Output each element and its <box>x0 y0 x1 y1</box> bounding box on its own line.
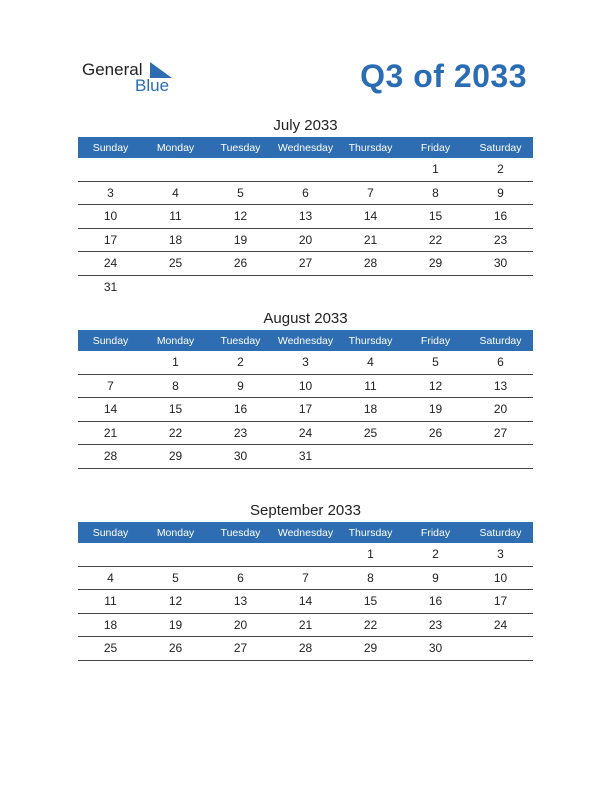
day-cell: 25 <box>363 425 378 440</box>
page-title: Q3 of 2033 <box>360 58 527 94</box>
weekday-label: Friday <box>420 141 451 154</box>
weekday-label: Tuesday <box>220 334 261 347</box>
brand-word-general: General <box>82 60 143 79</box>
day-cell: 10 <box>298 378 313 393</box>
week-row <box>78 205 533 229</box>
day-cell: 16 <box>233 402 248 417</box>
day-cell: 21 <box>298 617 313 632</box>
week-row <box>78 637 533 661</box>
week-row <box>78 567 533 591</box>
brand-word-blue: Blue <box>135 76 170 95</box>
day-cell: 22 <box>363 617 378 632</box>
day-cell: 15 <box>363 594 378 609</box>
day-cell: 9 <box>497 185 504 200</box>
day-cell: 15 <box>168 402 183 417</box>
day-cell: 25 <box>168 256 183 271</box>
day-cell: 31 <box>103 279 118 294</box>
day-cell: 17 <box>493 594 508 609</box>
day-cell: 15 <box>428 209 443 224</box>
week-row <box>78 543 533 567</box>
day-cell: 14 <box>298 594 313 609</box>
day-cell: 14 <box>103 402 118 417</box>
day-cell: 22 <box>168 425 183 440</box>
week-row <box>78 182 533 206</box>
weekday-label: Thursday <box>348 526 393 539</box>
day-cell: 21 <box>103 425 118 440</box>
week-row <box>78 614 533 638</box>
day-cell: 20 <box>233 617 248 632</box>
day-cell: 10 <box>493 570 508 585</box>
day-cell: 7 <box>367 185 374 200</box>
weekday-label: Saturday <box>479 526 522 539</box>
week-row <box>78 351 533 375</box>
day-cell: 23 <box>233 425 248 440</box>
day-cell: 30 <box>493 256 508 271</box>
day-cell: 22 <box>428 232 443 247</box>
day-cell: 23 <box>428 617 443 632</box>
day-cell: 24 <box>493 617 508 632</box>
day-cell: 8 <box>432 185 439 200</box>
day-cell: 2 <box>432 547 439 562</box>
day-cell: 12 <box>168 594 183 609</box>
day-cell: 19 <box>168 617 183 632</box>
day-cell: 9 <box>432 570 439 585</box>
month-title: July 2033 <box>273 117 338 134</box>
weekday-label: Monday <box>156 334 195 347</box>
day-cell: 7 <box>107 378 114 393</box>
day-cell: 20 <box>493 402 508 417</box>
day-cell: 2 <box>497 162 504 177</box>
day-cell: 11 <box>169 209 182 224</box>
day-cell: 9 <box>237 378 244 393</box>
day-cell: 5 <box>172 570 179 585</box>
week-row <box>78 252 533 276</box>
day-cell: 13 <box>233 594 248 609</box>
day-cell: 19 <box>428 402 443 417</box>
weekday-label: Monday <box>156 141 195 154</box>
day-cell: 11 <box>364 378 377 393</box>
day-cell: 6 <box>497 355 504 370</box>
day-cell: 18 <box>168 232 183 247</box>
weekday-label: Saturday <box>479 334 522 347</box>
weekday-label: Sunday <box>92 334 129 347</box>
day-cell: 17 <box>103 232 118 247</box>
day-cell: 13 <box>298 209 313 224</box>
weekday-label: Thursday <box>348 141 393 154</box>
weekday-label: Saturday <box>479 141 522 154</box>
week-row <box>78 398 533 422</box>
day-cell: 25 <box>103 641 118 656</box>
brand-logo <box>82 60 182 96</box>
day-cell: 10 <box>103 209 118 224</box>
month-calendar <box>78 500 533 661</box>
day-cell: 14 <box>363 209 378 224</box>
weekday-label: Monday <box>156 526 195 539</box>
day-cell: 24 <box>103 256 118 271</box>
day-cell: 5 <box>237 185 244 200</box>
month-calendar <box>78 308 533 469</box>
day-cell: 3 <box>497 547 504 562</box>
week-row <box>78 375 533 399</box>
day-cell: 3 <box>302 355 309 370</box>
month-title: September 2033 <box>250 502 361 519</box>
day-cell: 12 <box>233 209 248 224</box>
day-cell: 2 <box>237 355 244 370</box>
day-cell: 28 <box>103 449 118 464</box>
weekday-label: Tuesday <box>220 141 261 154</box>
day-cell: 16 <box>428 594 443 609</box>
day-cell: 21 <box>363 232 378 247</box>
day-cell: 1 <box>432 162 439 177</box>
month-title: August 2033 <box>263 310 348 327</box>
day-cell: 6 <box>302 185 309 200</box>
weekday-label: Sunday <box>92 141 129 154</box>
day-cell: 23 <box>493 232 508 247</box>
day-cell: 13 <box>493 378 508 393</box>
weekday-label: Friday <box>420 334 451 347</box>
day-cell: 1 <box>172 355 179 370</box>
day-cell: 5 <box>432 355 439 370</box>
day-cell: 26 <box>168 641 183 656</box>
weekday-label: Friday <box>420 526 451 539</box>
day-cell: 4 <box>367 355 374 370</box>
week-row <box>78 158 533 182</box>
day-cell: 24 <box>298 425 313 440</box>
day-cell: 30 <box>428 641 443 656</box>
day-cell: 3 <box>107 185 114 200</box>
day-cell: 28 <box>298 641 313 656</box>
week-row <box>78 445 533 469</box>
weekday-header <box>78 330 533 351</box>
day-cell: 17 <box>298 402 313 417</box>
weekday-label: Thursday <box>348 334 393 347</box>
week-row <box>78 590 533 614</box>
day-cell: 4 <box>172 185 179 200</box>
day-cell: 29 <box>428 256 443 271</box>
week-row <box>78 422 533 446</box>
day-cell: 19 <box>233 232 248 247</box>
day-cell: 26 <box>233 256 248 271</box>
weekday-label: Sunday <box>92 526 129 539</box>
day-cell: 27 <box>233 641 248 656</box>
day-cell: 30 <box>233 449 248 464</box>
day-cell: 12 <box>428 378 443 393</box>
day-cell: 31 <box>298 449 313 464</box>
day-cell: 18 <box>363 402 378 417</box>
weekday-label: Wednesday <box>277 141 334 154</box>
day-cell: 6 <box>237 570 244 585</box>
month-calendar <box>78 115 533 298</box>
weekday-header <box>78 522 533 543</box>
weekday-header <box>78 137 533 158</box>
day-cell: 18 <box>103 617 118 632</box>
day-cell: 4 <box>107 570 114 585</box>
weekday-label: Wednesday <box>277 526 334 539</box>
weekday-label: Wednesday <box>277 334 334 347</box>
day-cell: 29 <box>363 641 378 656</box>
day-cell: 1 <box>367 547 374 562</box>
week-row <box>78 276 533 299</box>
day-cell: 16 <box>493 209 508 224</box>
day-cell: 8 <box>172 378 179 393</box>
day-cell: 28 <box>363 256 378 271</box>
weekday-label: Tuesday <box>220 526 261 539</box>
day-cell: 29 <box>168 449 183 464</box>
day-cell: 27 <box>298 256 313 271</box>
day-cell: 7 <box>302 570 309 585</box>
week-row <box>78 229 533 253</box>
day-cell: 27 <box>493 425 508 440</box>
day-cell: 20 <box>298 232 313 247</box>
day-cell: 26 <box>428 425 443 440</box>
day-cell: 11 <box>104 594 117 609</box>
day-cell: 8 <box>367 570 374 585</box>
